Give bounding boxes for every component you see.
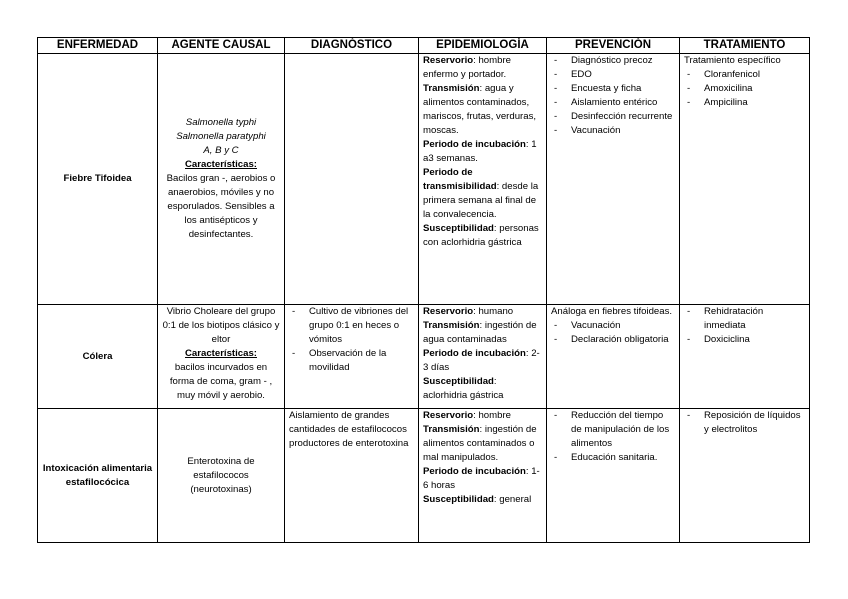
header-row xyxy=(38,38,810,54)
epi-item: Transmisión: ingestión de agua contaminadas xyxy=(423,320,537,345)
prevention-cell xyxy=(547,305,680,409)
agent-text: Enterotoxina de estafilococos (neurotoxinas) xyxy=(187,455,255,495)
list-item: - Doxiciclina xyxy=(684,333,805,347)
prevention-intro: Análoga en fiebres tifoideas. xyxy=(551,306,673,317)
epi-item: Susceptibilidad: personas con aclorhidria gástrica xyxy=(423,223,539,248)
agent-text: Vibrio Choleare del grupo 0:1 de los biotipos clásico y eltor xyxy=(162,306,280,345)
header-enfermedad: ENFERMEDAD xyxy=(38,38,158,54)
disease-table xyxy=(37,37,810,543)
list-item: - Observación de la movilidad xyxy=(289,347,414,375)
header-tratamiento: TRATAMIENTO xyxy=(680,38,810,54)
list-item: - Cultivo de vibriones del grupo 0:1 en heces o vómitos xyxy=(289,305,414,347)
header-prevencion: PREVENCIÓN xyxy=(547,38,680,54)
prevention-cell xyxy=(547,54,680,305)
epi-item: Transmisión: ingestión de alimentos contaminados o mal manipulados. xyxy=(423,424,537,463)
list-item: - Declaración obligatoria xyxy=(551,333,675,347)
epi-item: Periodo de incubación: 1 a3 semanas. xyxy=(423,139,537,164)
epi-item: Reservorio: humano xyxy=(423,306,514,317)
diagnosis-cell xyxy=(285,305,419,409)
epidemiology-cell xyxy=(419,305,547,409)
header-diagnostico: DIAGNÓSTICO xyxy=(285,38,419,54)
list-item: - Reposición de líquidos y electrolitos xyxy=(684,409,805,437)
header-epidemiologia: EPIDEMIOLOGÍA xyxy=(419,38,547,54)
agent-cell xyxy=(158,305,285,409)
list-item: - Vacunación xyxy=(551,319,675,333)
list-item: - Educación sanitaria. xyxy=(551,451,675,465)
epidemiology-cell xyxy=(419,409,547,543)
treatment-cell xyxy=(680,54,810,305)
treatment-cell xyxy=(680,305,810,409)
diagnosis-cell xyxy=(285,409,419,543)
agent-cell xyxy=(158,54,285,305)
table-row xyxy=(38,305,810,409)
agent-name: Salmonella typhi xyxy=(185,117,257,128)
list-item: - Cloranfenicol xyxy=(684,68,805,82)
list-item: - Rehidratación inmediata xyxy=(684,305,805,333)
table-row xyxy=(38,54,810,305)
list-item: - Amoxicilina xyxy=(684,82,805,96)
list-item: - Aislamiento entérico xyxy=(551,96,675,110)
characteristics-label: Características: xyxy=(185,159,257,170)
epi-item: Periodo de transmisibilidad: desde la primera semana al final de la convalecencia. xyxy=(423,167,539,220)
characteristics-label: Características: xyxy=(185,348,257,359)
list-item: - Encuesta y ficha xyxy=(551,82,675,96)
diagnosis-text: Aislamiento de grandes cantidades de estafilococos productores de enterotoxina xyxy=(289,410,409,449)
epi-item: Reservorio: hombre xyxy=(423,410,511,421)
agent-cell xyxy=(158,409,285,543)
list-item: - Vacunación xyxy=(551,124,675,138)
agent-name: Salmonella paratyphi xyxy=(176,131,266,142)
list-item: - EDO xyxy=(551,68,675,82)
epi-item: Reservorio: hombre enfermo y portador. xyxy=(423,55,511,80)
list-item: - Ampicilina xyxy=(684,96,805,110)
treatment-cell xyxy=(680,409,810,543)
disease-cell: Intoxicación alimentaria estafilocócica xyxy=(38,409,158,543)
diagnosis-cell xyxy=(285,54,419,305)
characteristics-text: Bacilos gran -, aerobios o anaerobios, móviles y no esporulados. Sensibles a los antisépticos y desinfectantes. xyxy=(166,173,276,240)
disease-cell: Cólera xyxy=(38,305,158,409)
list-item: - Reducción del tiempo de manipulación de los alimentos xyxy=(551,409,675,451)
list-item: - Desinfección recurrente xyxy=(551,110,675,124)
epi-item: Susceptibilidad: aclorhidria gástrica xyxy=(423,376,504,401)
table-row xyxy=(38,409,810,543)
agent-name: A, B y C xyxy=(203,145,239,156)
header-agente-causal: AGENTE CAUSAL xyxy=(158,38,285,54)
epi-item: Transmisión: agua y alimentos contaminados, mariscos, frutas, verduras, moscas. xyxy=(423,83,537,136)
treatment-intro: Tratamiento específico xyxy=(684,55,781,66)
disease-cell: Fiebre Tifoidea xyxy=(38,54,158,305)
characteristics-text: bacilos incurvados en forma de coma, gram - , muy móvil y aerobio. xyxy=(169,362,273,401)
epi-item: Susceptibilidad: general xyxy=(423,494,532,505)
epidemiology-cell xyxy=(419,54,547,305)
prevention-cell xyxy=(547,409,680,543)
list-item: - Diagnóstico precoz xyxy=(551,54,675,68)
epi-item: Periodo de incubación: 2-3 días xyxy=(423,348,540,373)
epi-item: Periodo de incubación: 1-6 horas xyxy=(423,466,540,491)
